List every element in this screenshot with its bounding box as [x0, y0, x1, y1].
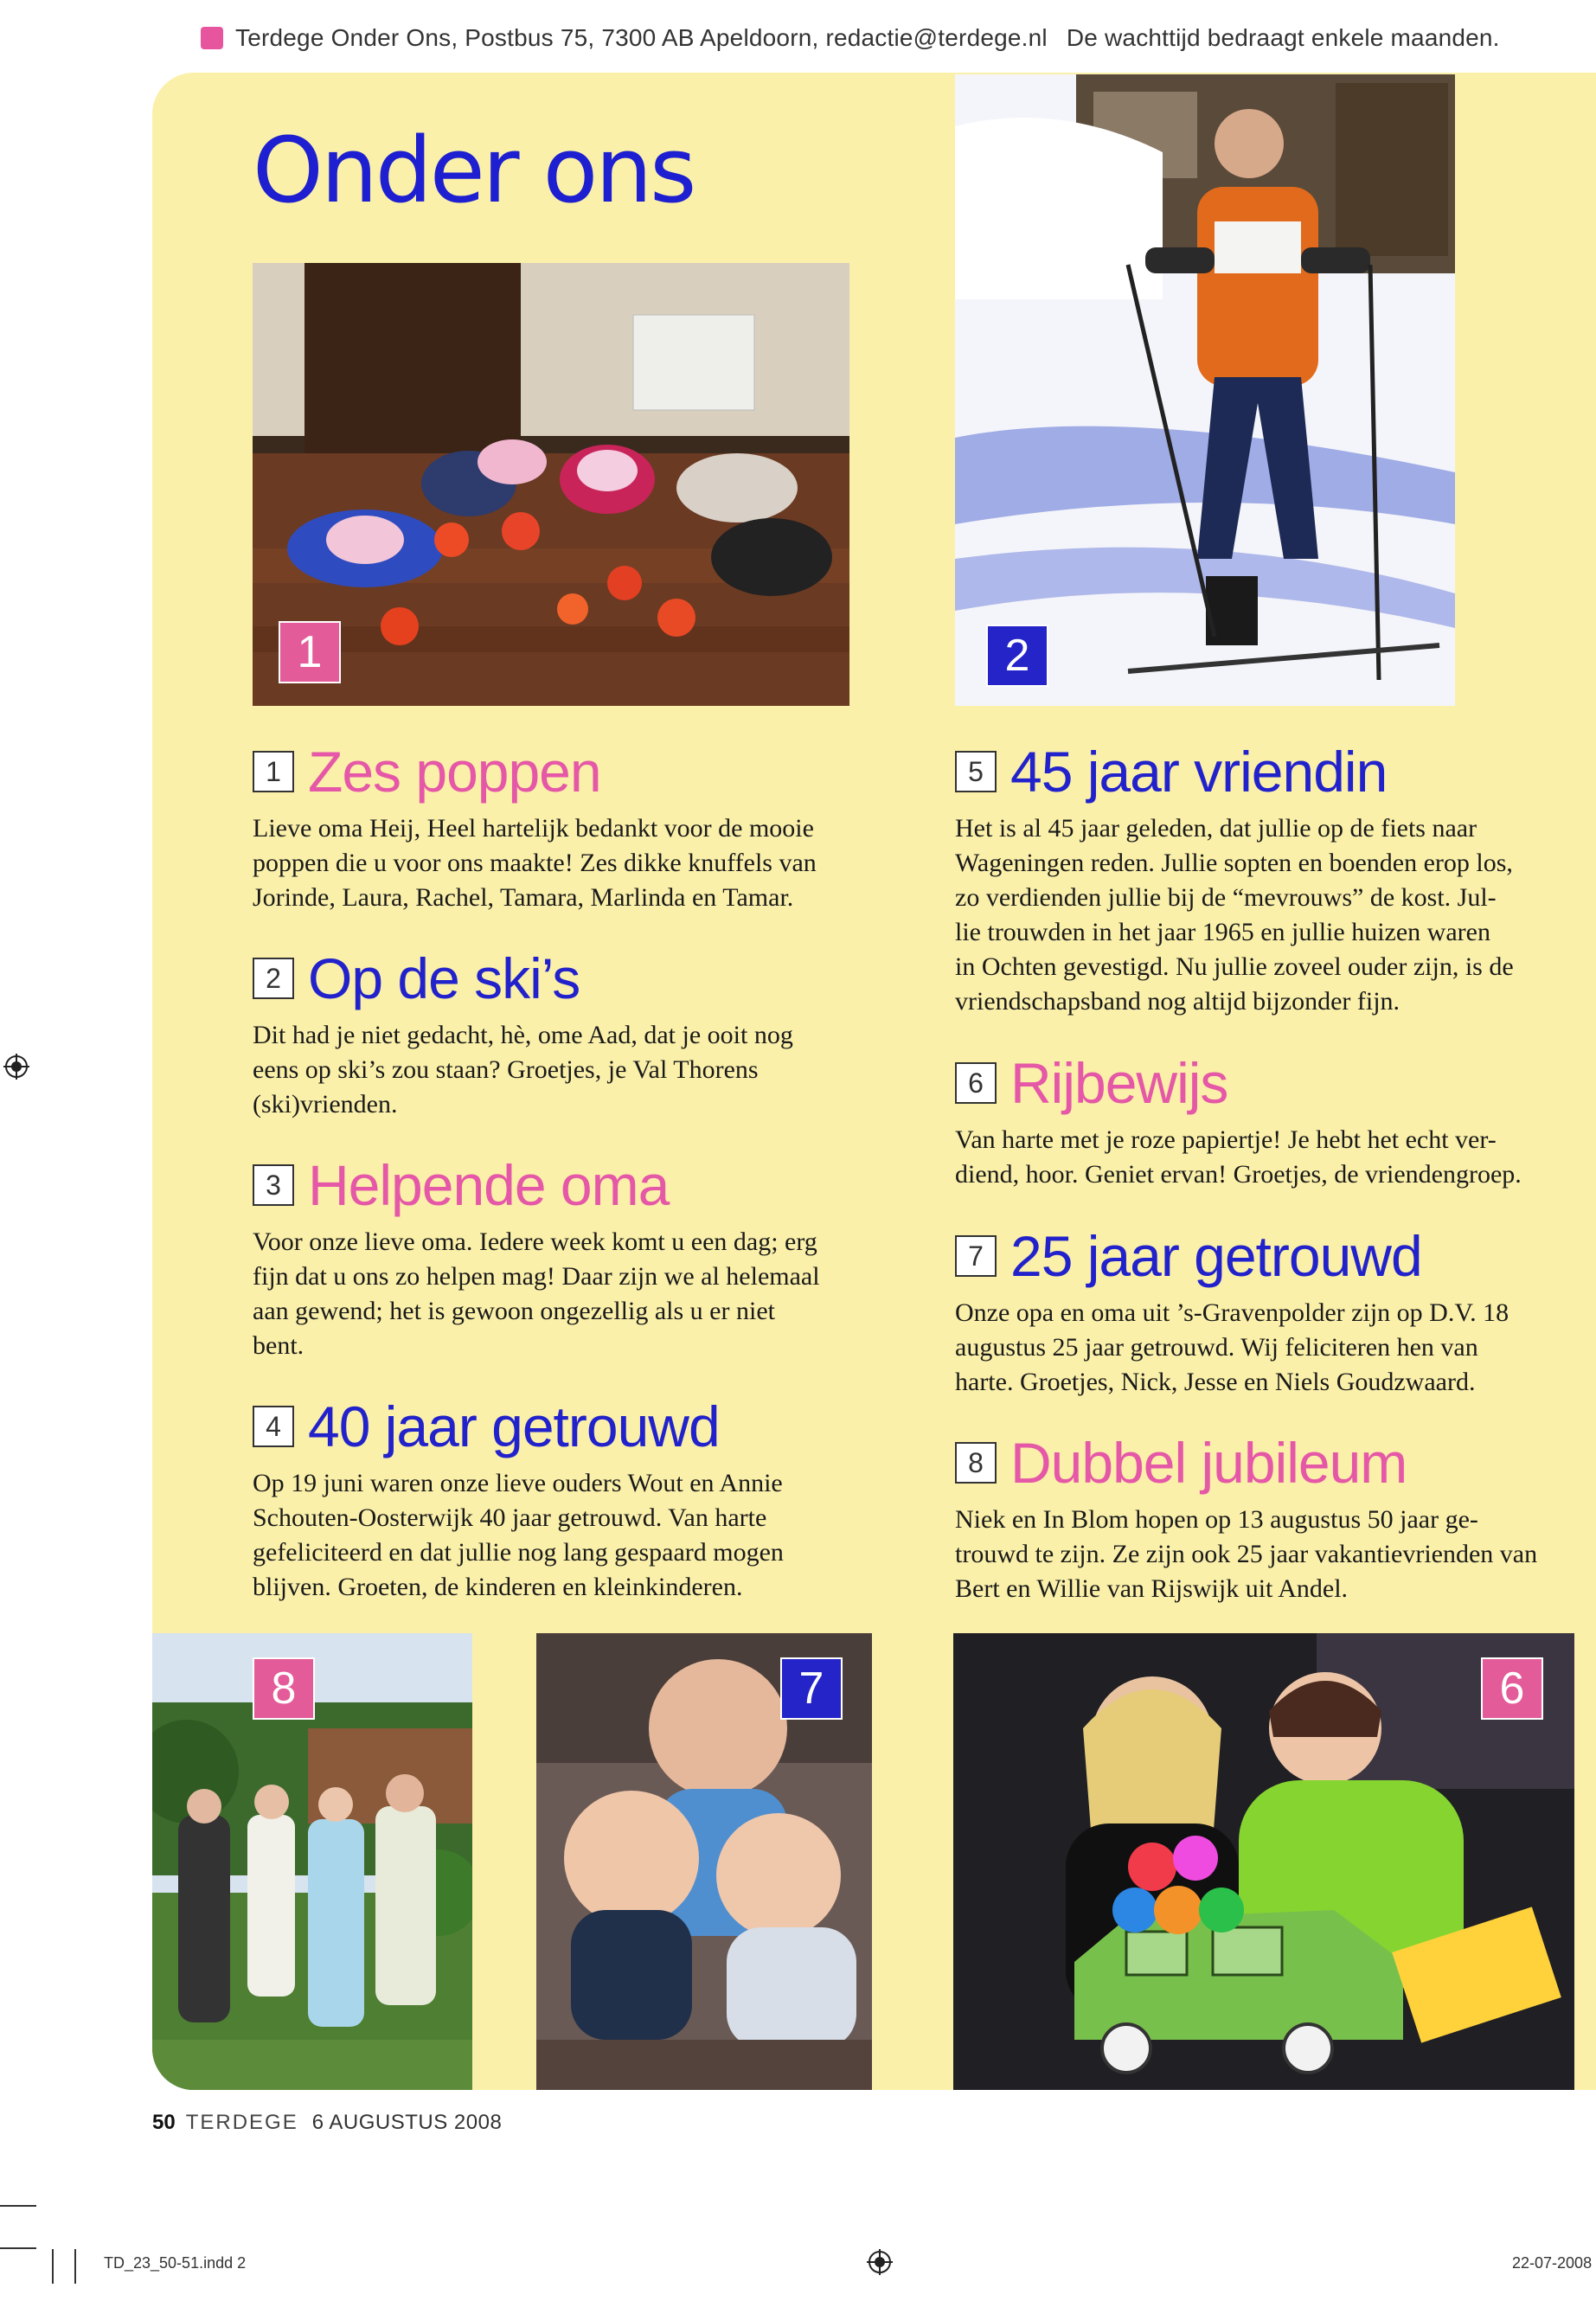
slug-file: TD_23_50-51.indd 2 [104, 2254, 247, 2272]
body-line: (ski)vrienden. [253, 1090, 398, 1118]
body-line: augustus 25 jaar getrouwd. Wij feliciteren hen van [955, 1333, 1478, 1362]
body-line: Voor onze lieve oma. Iedere week komt u een dag; erg [253, 1227, 817, 1256]
body-line: fijn dat u ons zo helpen mag! Daar zijn we al helemaal [253, 1262, 820, 1291]
article-number-box: 1 [253, 751, 294, 792]
body-line: vriendschapsband nog altijd bijzonder fijn. [955, 987, 1401, 1016]
body-line: harte. Groetjes, Nick, Jesse en Niels Goudzwaard. [955, 1368, 1476, 1396]
crop-mark [0, 2205, 36, 2207]
article-title: Rijbewijs [1010, 1051, 1228, 1115]
body-line: diend, hoor. Geniet ervan! Groetjes, de vriendengroep. [955, 1160, 1522, 1189]
registration-mark-icon [867, 2249, 893, 2275]
article-heading [955, 737, 1595, 806]
article-8 [955, 1428, 1595, 1606]
photo-couples [152, 1633, 472, 2090]
article-number-box: 6 [955, 1062, 997, 1104]
article-body [955, 811, 1595, 1019]
article-title: 25 jaar getrouwd [1010, 1224, 1422, 1288]
photo-number-badge: 7 [780, 1657, 843, 1720]
article-title: Zes poppen [308, 740, 601, 804]
pink-square-icon [201, 27, 223, 49]
article-6 [955, 1048, 1595, 1192]
photo-number-badge: 6 [1481, 1657, 1543, 1720]
article-3 [253, 1150, 893, 1363]
article-1 [253, 737, 893, 915]
article-heading [955, 1221, 1595, 1291]
body-line: Wageningen reden. Jullie sopten en boenden erop los, [955, 849, 1513, 877]
photo-number-badge: 1 [279, 621, 341, 683]
body-line: Bert en Willie van Rijswijk uit Andel. [955, 1574, 1349, 1603]
article-2 [253, 944, 893, 1122]
article-number-box: 4 [253, 1406, 294, 1447]
issue-date: 6 AUGUSTUS 2008 [311, 2111, 503, 2134]
article-title: Dubbel jubileum [1010, 1431, 1407, 1495]
article-heading [955, 1048, 1595, 1118]
article-heading [253, 944, 893, 1013]
article-number-box: 7 [955, 1235, 997, 1277]
article-heading [955, 1428, 1595, 1497]
article-number-box: 8 [955, 1442, 997, 1484]
body-line: trouwd te zijn. Ze zijn ook 25 jaar vakantievrienden van [955, 1540, 1538, 1568]
body-line: Van harte met je roze papiertje! Je hebt het echt ver- [955, 1125, 1497, 1154]
body-line: blijven. Groeten, de kinderen en kleinkinderen. [253, 1573, 743, 1601]
article-number-box: 2 [253, 958, 294, 999]
dolls-photo-image [253, 263, 849, 706]
body-line: Jorinde, Laura, Rachel, Tamara, Marlinda en Tamar. [253, 883, 794, 912]
crop-mark [52, 2249, 54, 2284]
article-title: Op de ski’s [308, 946, 580, 1010]
article-number-box: 3 [253, 1164, 294, 1206]
page-number: 50 [152, 2111, 176, 2134]
article-body [955, 1503, 1595, 1606]
article-title: Helpende oma [308, 1153, 670, 1217]
header-contact: Terdege Onder Ons, Postbus 75, 7300 AB Apeldoorn, redactie@terdege.nl [235, 24, 1048, 51]
body-line: Lieve oma Heij, Heel hartelijk bedankt voor de mooie [253, 814, 814, 843]
article-4 [253, 1392, 893, 1605]
body-line: bent. [253, 1331, 304, 1360]
article-number-box: 5 [955, 751, 997, 792]
body-line: Onze opa en oma uit ’s-Gravenpolder zijn op D.V. 18 [955, 1298, 1509, 1327]
article-heading [253, 737, 893, 806]
article-body [253, 1225, 893, 1363]
article-title: 40 jaar getrouwd [308, 1394, 720, 1458]
slug-date: 22-07-2008 [1512, 2254, 1593, 2272]
photo-dolls [253, 263, 849, 706]
article-title: 45 jaar vriendin [1010, 740, 1388, 804]
page-title: Onder ons [253, 118, 695, 223]
body-line: poppen die u voor ons maakte! Zes dikke knuffels van [253, 849, 817, 877]
article-7 [955, 1221, 1595, 1400]
article-heading [253, 1392, 893, 1461]
skier-photo-image [955, 74, 1455, 706]
article-body [253, 811, 893, 915]
page-footer [152, 2111, 502, 2135]
body-line: Schouten-Oosterwijk 40 jaar getrouwd. Van harte [253, 1503, 767, 1532]
body-line: zo verdienden jullie bij de “mevrouws” de kost. Jul- [955, 883, 1497, 912]
photo-number-badge: 8 [253, 1657, 315, 1720]
body-line: aan gewend; het is gewoon ongezellig als u er niet [253, 1297, 775, 1325]
body-line: Op 19 juni waren onze lieve ouders Wout en Annie [253, 1469, 783, 1497]
body-line: Dit had je niet gedacht, hè, ome Aad, dat je ooit nog [253, 1021, 793, 1049]
registration-mark-icon [3, 1054, 29, 1080]
article-body [253, 1018, 893, 1122]
body-line: eens op ski’s zou staan? Groetjes, je Val Thorens [253, 1055, 759, 1084]
article-body [253, 1466, 893, 1605]
photo-number-badge: 2 [986, 625, 1048, 687]
photo-babies [536, 1633, 872, 2090]
article-body [955, 1296, 1595, 1400]
body-line: lie trouwden in het jaar 1965 en jullie huizen waren [955, 918, 1490, 946]
magazine-name: TERDEGE [185, 2111, 298, 2134]
body-line: gefeliciteerd en dat jullie nog lang gespaard mogen [253, 1538, 784, 1567]
crop-mark [0, 2247, 36, 2249]
photo-girls [953, 1633, 1574, 2090]
article-body [955, 1123, 1595, 1192]
header-line [201, 24, 1500, 52]
article-heading [253, 1150, 893, 1220]
photo-skier [955, 74, 1455, 706]
article-5 [955, 737, 1595, 1019]
body-line: Niek en In Blom hopen op 13 augustus 50 jaar ge- [955, 1505, 1478, 1534]
body-line: Het is al 45 jaar geleden, dat jullie op de fiets naar [955, 814, 1477, 843]
body-line: in Ochten gevestigd. Nu jullie zoveel ouder zijn, is de [955, 952, 1514, 981]
header-notice: De wachttijd bedraagt enkele maanden. [1066, 24, 1500, 51]
crop-mark [74, 2249, 76, 2284]
